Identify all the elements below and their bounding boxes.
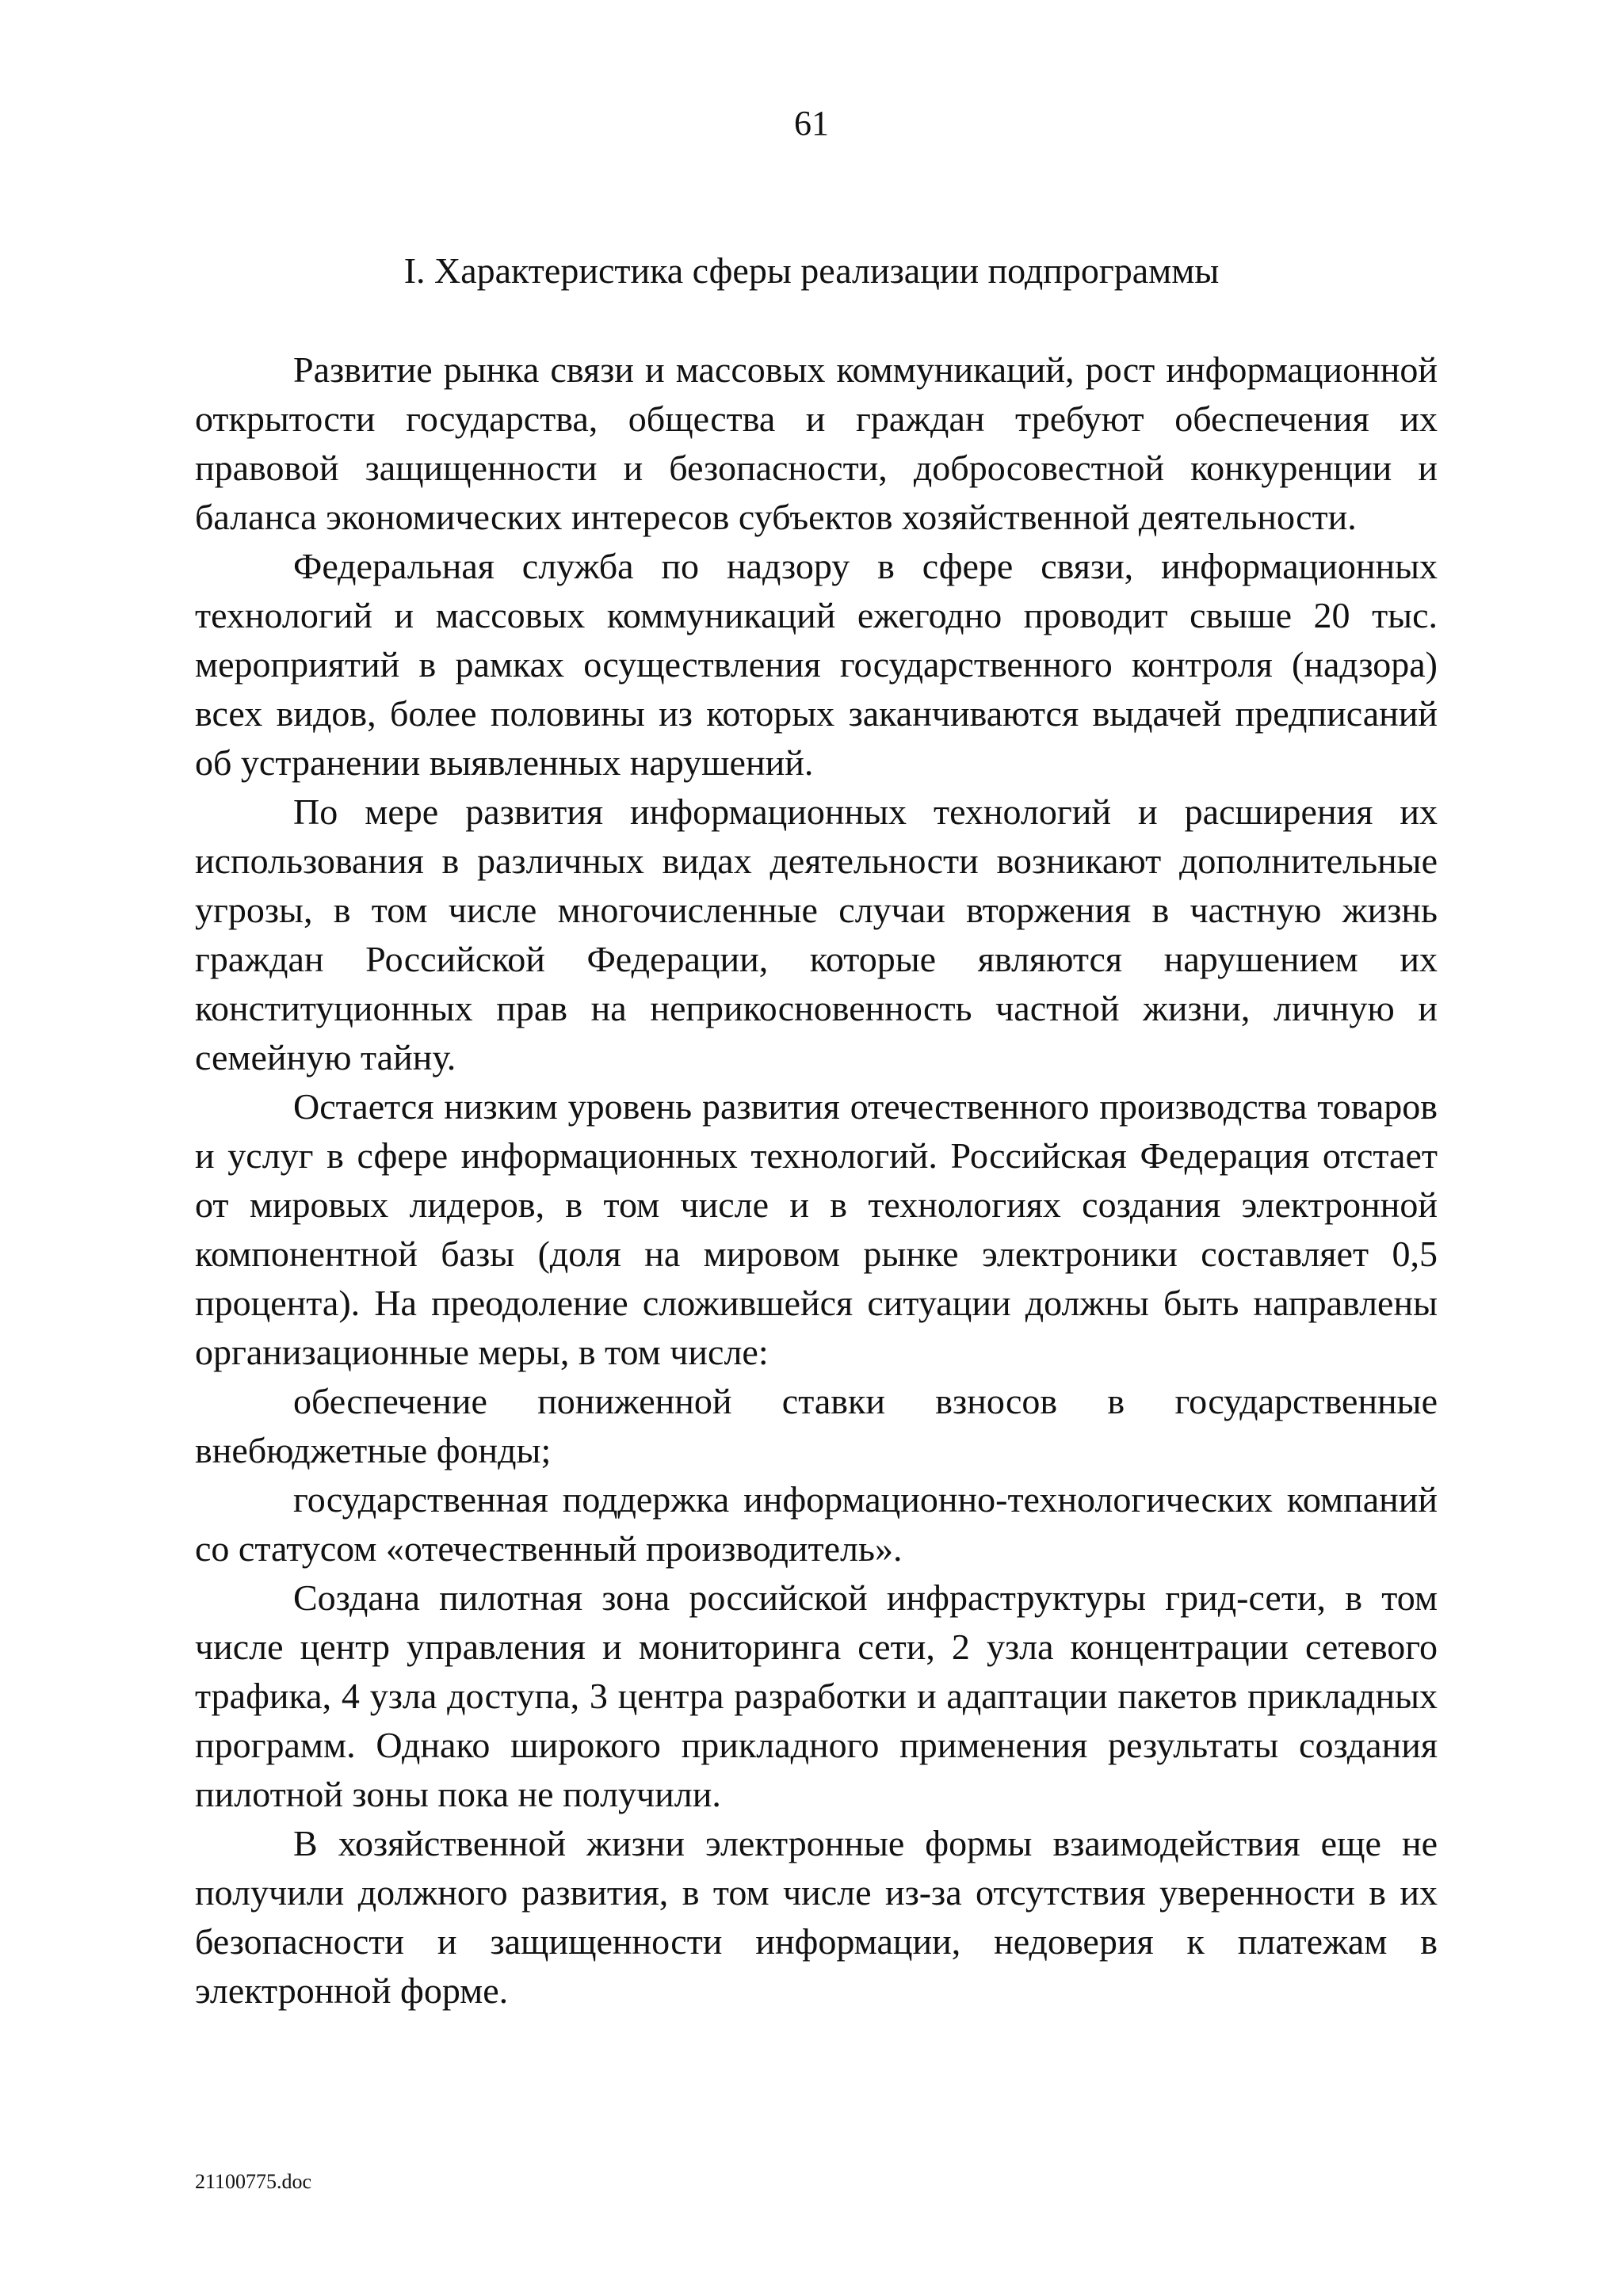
paragraph: Остается низким уровень развития отечественного производства товаров и услуг в сфере информационных технологий. Российская Федерация отстает от мировых лидеров, в том числе и в технологиях создания электронной компонентной базы (доля на мировом рынке электроники составляет 0,5 процента). На преодоление сложившейся ситуации должны быть направлены организационные меры, в том числе: <box>195 1086 1438 1372</box>
section-title: I. Характеристика сферы реализации подпрограммы <box>403 250 1220 291</box>
paragraph: В хозяйственной жизни электронные формы взаимодействия еще не получили должного развития, в том числе из-за отсутствия уверенности в их безопасности и защищенности информации, недоверия к платежам в электронной форме. <box>195 1823 1438 2011</box>
paragraph: Развитие рынка связи и массовых коммуникаций, рост информационной открытости государства, общества и граждан требуют обеспечения их правовой защищенности и безопасности, добросовестной конкуренции и баланса экономических интересов субъектов хозяйственной деятельности. <box>195 349 1438 537</box>
document-body <box>195 345 1438 2016</box>
list-item-paragraph: обеспечение пониженной ставки взносов в государственные внебюджетные фонды; <box>195 1381 1438 1470</box>
footer-filename: 21100775.doc <box>195 2170 312 2193</box>
paragraph: Создана пилотная зона российской инфраструктуры грид-сети, в том числе центр управления и мониторинга сети, 2 узла концентрации сетевого трафика, 4 узла доступа, 3 центра разработки и адаптации пакетов прикладных программ. Однако широкого прикладного применения результаты создания пилотной зоны пока не получили. <box>195 1577 1438 1814</box>
list-item-paragraph: государственная поддержка информационно-технологических компаний со статусом «отечественный производитель». <box>195 1479 1438 1569</box>
paragraph: Федеральная служба по надзору в сфере связи, информационных технологий и массовых коммуникаций ежегодно проводит свыше 20 тыс. мероприятий в рамках осуществления государственного контроля (надзора) всех видов, более половины из которых заканчиваются выдачей предписаний об устранении выявленных нарушений. <box>195 546 1438 783</box>
paragraph: По мере развития информационных технологий и расширения их использования в различных видах деятельности возникают дополнительные угрозы, в том числе многочисленные случаи вторжения в частную жизнь граждан Российской Федерации, которые являются нарушением их конституционных прав на неприкосновенность частной жизни, личную и семейную тайну. <box>195 791 1438 1077</box>
page-number: 61 <box>794 104 829 143</box>
